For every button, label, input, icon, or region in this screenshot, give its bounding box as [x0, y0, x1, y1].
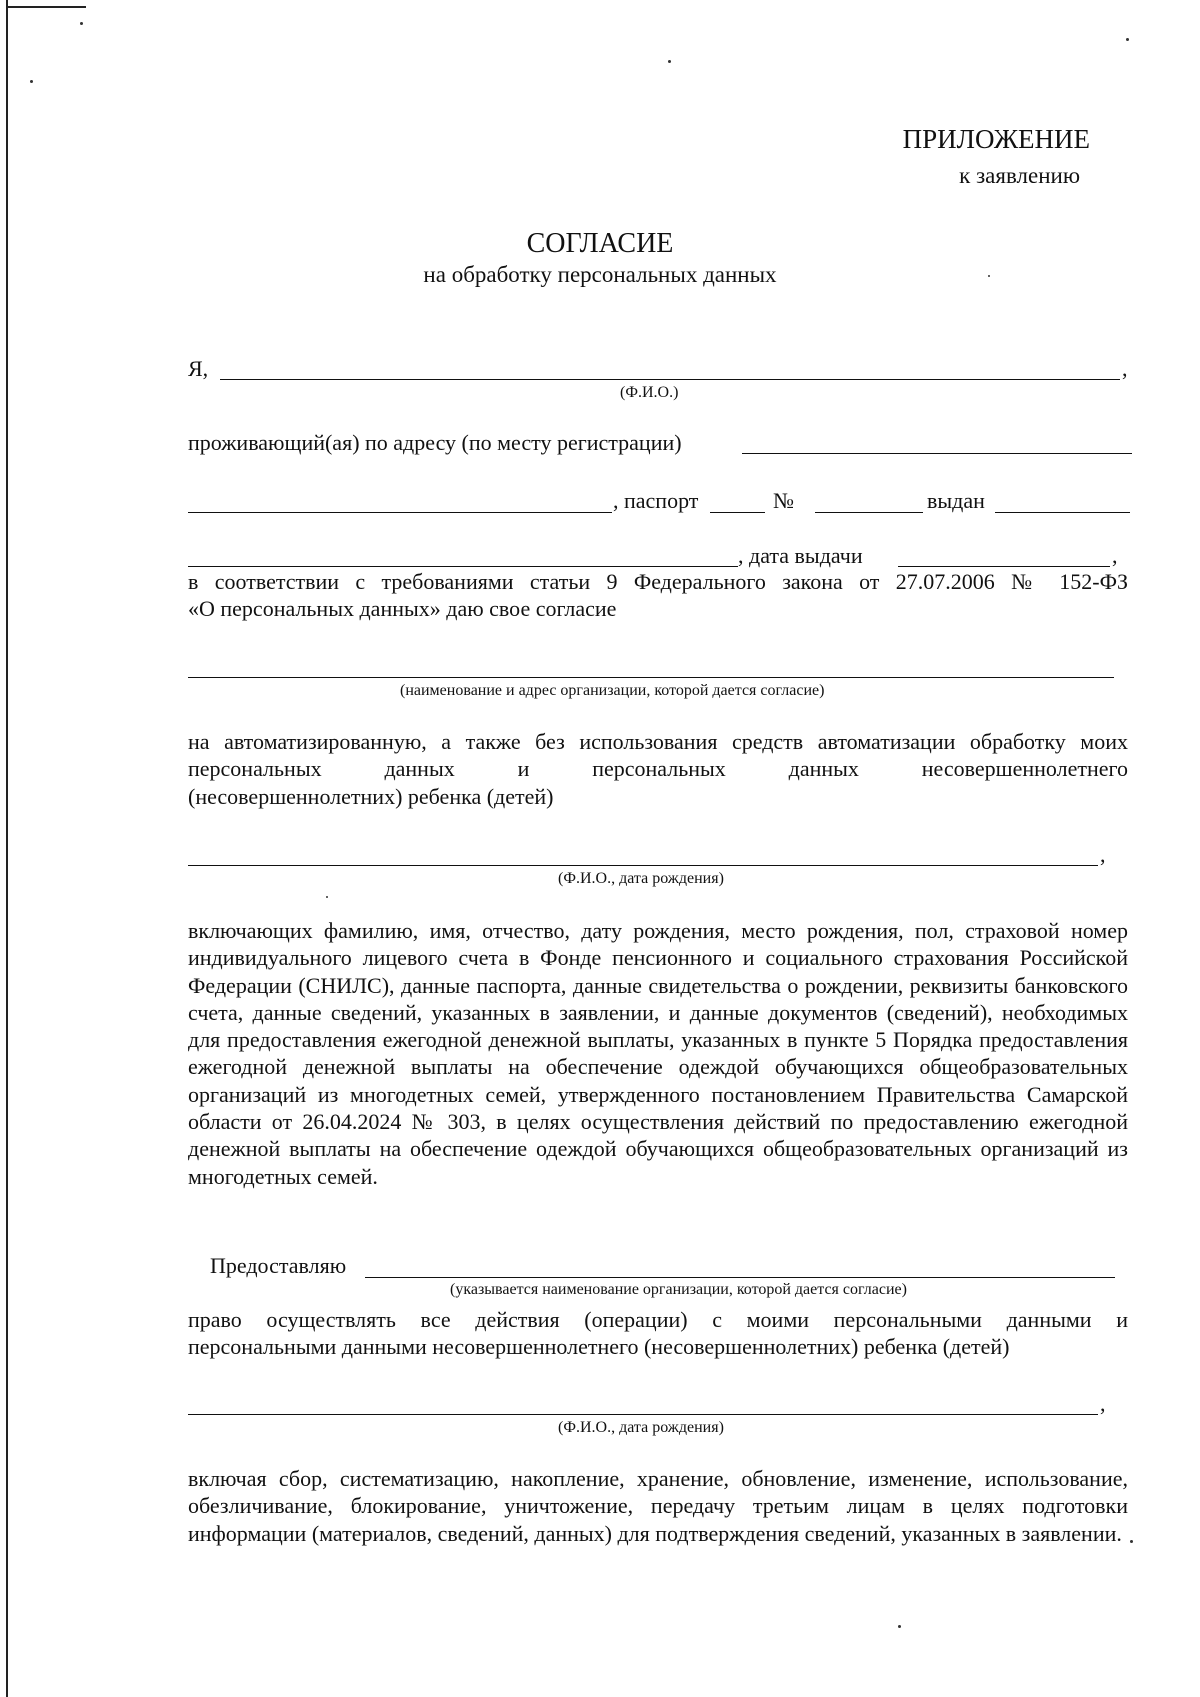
processing-line-2: персональных данных и персональных данных несовершеннолетнего — [188, 756, 1128, 782]
right-line-2: персональными данными несовершеннолетнего (несовершеннолетних) ребенка (детей) — [188, 1334, 1010, 1360]
right-paragraph — [188, 1306, 1128, 1361]
right-line-1: право осуществлять все действия (операции) с моими персональными данными и — [188, 1307, 1128, 1332]
child-fill-line-2[interactable] — [188, 1414, 1098, 1415]
fio-comma: , — [1122, 356, 1128, 381]
address-fill-line[interactable] — [742, 453, 1132, 454]
passport-series-fill-line[interactable] — [710, 512, 765, 513]
provide-caption: (указывается наименование организации, которой дается согласие) — [450, 1281, 907, 1298]
issued-by-cont-fill-line[interactable] — [188, 566, 738, 567]
including-paragraph: включающих фамилию, имя, отчество, дату рождения, место рождения, пол, страховой номер индивидуального лицевого счета в Фонде пенсионного и социального страхования Российской Федерации (СНИЛС), данные паспорта, данные свидетельства о рождении, реквизиты банковского счета, данные сведений, указанных в заявлении, и данные документов (сведений), необходимых для предоставления ежегодной денежной выплаты, указанных в пункте 5 Порядка предоставления ежегодной денежной выплаты на обеспечение одеждой обучающихся общеобразовательных организаций из многодетных семей, утвержденного постановлением Правительства Самарской области от 26.04.2024 № 303, в целях осуществления действий по предоставлению ежегодной денежной выплаты на обеспечение одеждой обучающихся общеобразовательных организаций из многодетных семей. — [188, 918, 1128, 1189]
child-caption-2: (Ф.И.О., дата рождения) — [558, 1419, 724, 1436]
issue-date-comma: , — [1112, 543, 1118, 568]
child-caption: (Ф.И.О., дата рождения) — [558, 870, 724, 887]
provide-label: Предоставляю — [210, 1253, 347, 1278]
law-paragraph — [188, 568, 1128, 623]
law-line-2: «О персональных данных» даю свое согласие — [188, 596, 617, 622]
document-subtitle: на обработку персональных данных — [423, 262, 777, 287]
processing-line-3: (несовершеннолетних) ребенка (детей) — [188, 783, 554, 809]
issued-by-fill-line[interactable] — [995, 512, 1130, 513]
provide-org-fill-line[interactable] — [365, 1277, 1115, 1278]
fio-fill-line[interactable] — [220, 379, 1120, 380]
document-title: СОГЛАСИЕ — [526, 228, 674, 259]
child-comma: , — [1100, 842, 1106, 867]
final-paragraph: включая сбор, систематизацию, накопление, хранение, обновление, изменение, использование, обезличивание, блокирование, уничтожение, передачу третьим лицам в целях подготовки информации (материалов, сведений, данных) для подтверждения сведений, указанных в заявлении. — [188, 1466, 1128, 1546]
passport-label: , паспорт — [613, 488, 699, 513]
scan-speck — [1130, 1540, 1133, 1543]
scan-speck — [1126, 38, 1129, 41]
scan-speck — [326, 896, 328, 898]
address-label: проживающий(ая) по адресу (по месту регистрации) — [188, 430, 682, 455]
address-cont-fill-line[interactable] — [188, 512, 612, 513]
annex-title: ПРИЛОЖЕНИЕ — [902, 124, 1090, 154]
annex-subtitle: к заявлению — [959, 163, 1080, 188]
child-comma-2: , — [1100, 1391, 1106, 1416]
issue-date-fill-line[interactable] — [898, 566, 1110, 567]
number-label: № — [773, 488, 794, 513]
organization-caption: (наименование и адрес организации, которой дается согласие) — [400, 682, 825, 699]
scan-speck — [668, 60, 671, 63]
issue-date-label: , дата выдачи — [738, 543, 863, 568]
i-label: Я, — [188, 356, 209, 381]
fio-caption: (Ф.И.О.) — [620, 384, 679, 401]
issued-label: выдан — [927, 488, 985, 513]
processing-paragraph — [188, 728, 1128, 810]
scan-page-corner — [6, 6, 86, 8]
passport-number-fill-line[interactable] — [815, 512, 923, 513]
scan-speck — [30, 80, 33, 83]
organization-fill-line[interactable] — [188, 677, 1114, 678]
law-line-1: в соответствии с требованиями статьи 9 Федерального закона от 27.07.2006 № 152-ФЗ — [188, 569, 1128, 594]
scan-speck — [80, 22, 83, 25]
scan-speck — [898, 1625, 901, 1628]
processing-line-1: на автоматизированную, а также без использования средств автоматизации обработку моих — [188, 729, 1128, 754]
child-fill-line[interactable] — [188, 865, 1098, 866]
